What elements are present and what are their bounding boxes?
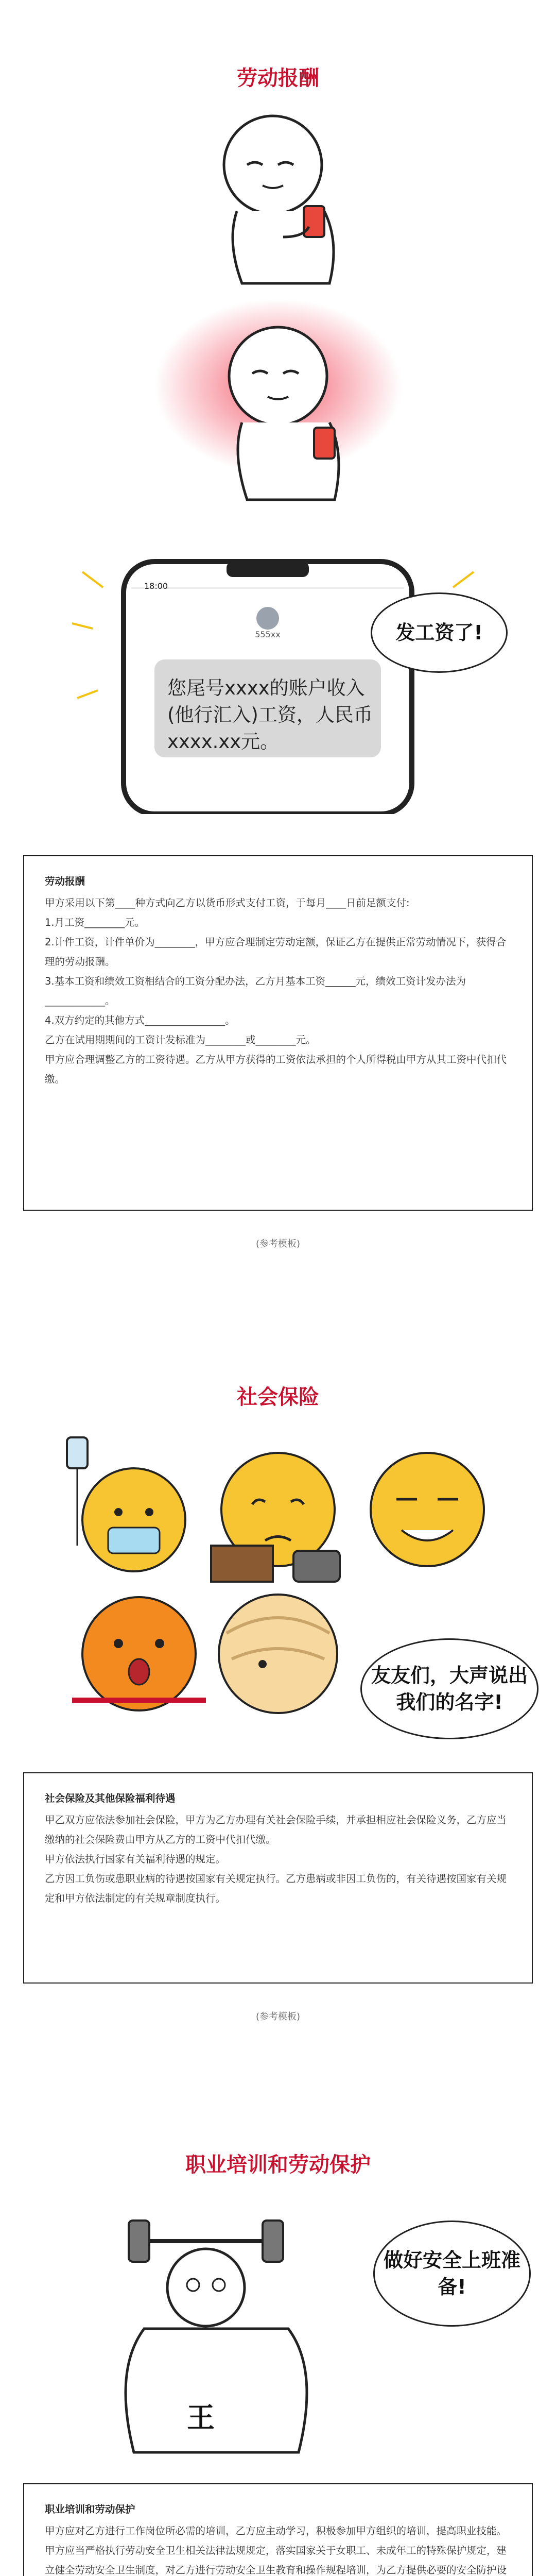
card-line: 2.计件工资，计件单价为________，甲方应合理制定劳动定额，保证乙方在提供正常劳动情况下，获得合理的劳动报酬。: [45, 936, 507, 968]
section-title-pay: 劳动报酬: [237, 66, 319, 90]
card-title: 社会保险及其他保险福利待遇: [45, 1792, 176, 1804]
phone-time: 18:00: [144, 581, 168, 591]
card-line: 甲方依法执行国家有关福利待遇的规定。: [45, 1853, 226, 1865]
cartoon-person-glow-illustration: [149, 299, 407, 505]
card-line: 甲方采用以下第____种方式向乙方以货币形式支付工资，于每月____日前足额支付:: [45, 897, 410, 909]
card-line: 3.基本工资和绩效工资相结合的工资分配办法，乙方月基本工资______元，绩效工资计发办法为____________。: [45, 975, 466, 1007]
card-line: 乙方在试用期期间的工资计发标准为________或________元。: [45, 1034, 316, 1046]
speech-bubble-training: 做好安全上班准备!: [373, 2221, 531, 2327]
shirt-logo: 王: [187, 2401, 215, 2434]
sms-sender: 555xx: [255, 630, 281, 639]
cartoon-person-phone-illustration: [175, 108, 381, 294]
contract-card-pay: [23, 855, 533, 1211]
speech-bubble-insurance: 友友们，大声说出我们的名字!: [360, 1638, 538, 1739]
cartoon-muscle-man-illustration: [82, 2210, 371, 2458]
contract-card-insurance: [23, 1772, 533, 1984]
card-line: 甲方应合理调整乙方的工资待遇。乙方从甲方获得的工资依法承担的个人所得税由甲方从其工资中代扣代缴。: [45, 1054, 507, 1085]
contract-card-training: [23, 2483, 533, 2576]
reference-note: (参考模板): [255, 1239, 301, 1249]
sms-message: 您尾号xxxx的账户收入(他行汇入)工资，人民币xxxx.xx元。: [167, 677, 373, 753]
card-title: 劳动报酬: [45, 875, 85, 887]
section-title-insurance: 社会保险: [237, 1385, 319, 1409]
section-title-training: 职业培训和劳动保护: [185, 2153, 371, 2177]
card-line: 乙方因工负伤或患职业病的待遇按国家有关规定执行。乙方患病或非因工负伤的，有关待遇按国家有关规定和甲方依法制定的有关规章制度执行。: [45, 1873, 507, 1904]
card-line: 甲方应当严格执行劳动安全卫生相关法律法规规定，落实国家关于女职工、未成年工的特殊保护规定，建立健全劳动安全卫生制度，对乙方进行劳动安全卫生教育和操作规程培训，为乙方提供必要的安全防护设: [45, 2545, 507, 2576]
reference-note: (参考模板): [255, 2011, 301, 2022]
speech-bubble-pay: 发工资了!: [371, 592, 508, 673]
card-line: 甲乙双方应依法参加社会保险，甲方为乙方办理有关社会保险手续，并承担相应社会保险义务，乙方应当缴纳的社会保险费由甲方从乙方的工资中代扣代缴。: [45, 1814, 507, 1845]
card-line: 甲方应对乙方进行工作岗位所必需的培训，乙方应主动学习，积极参加甲方组织的培训，提高职业技能。: [45, 2525, 507, 2537]
card-title: 职业培训和劳动保护: [45, 2503, 135, 2515]
card-line: 4.双方约定的其他方式________________。: [45, 1014, 235, 1026]
card-line: 1.月工资________元。: [45, 917, 145, 928]
